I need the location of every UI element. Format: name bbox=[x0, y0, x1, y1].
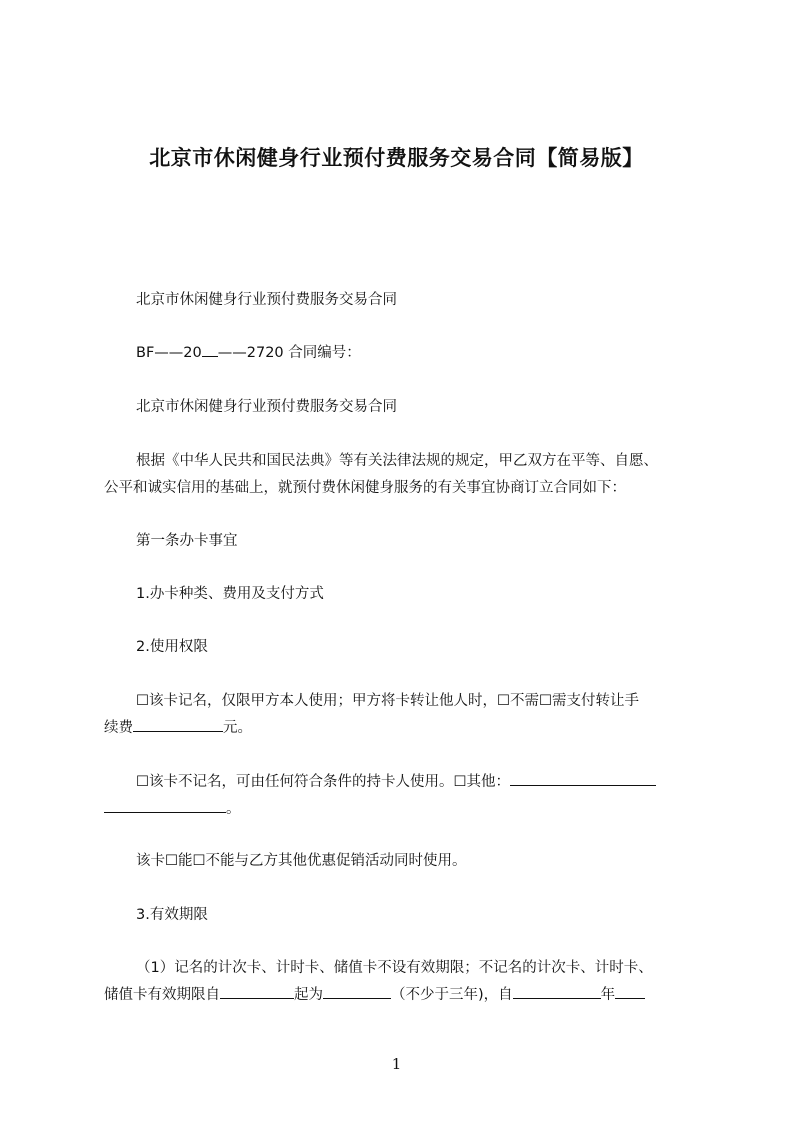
validity-paragraph bbox=[104, 955, 704, 1009]
transfer-fee-blank bbox=[133, 715, 223, 732]
intro-paragraph bbox=[104, 448, 704, 502]
validity-line-2a: 储值卡有效期限自 bbox=[104, 987, 220, 1003]
contract-number-blank bbox=[202, 340, 218, 357]
document-title: 北京市休闲健身行业预付费服务交易合同【简易版】 bbox=[149, 146, 644, 170]
intro-line-1: 根据《中华人民共和国民法典》等有关法律法规的规定，甲乙双方在平等、自愿、 bbox=[136, 453, 658, 469]
validity-year-blank bbox=[513, 982, 601, 999]
validity-line-1: （1）记名的计次卡、计时卡、储值卡不设有效期限；不记名的计次卡、计时卡、 bbox=[136, 960, 653, 976]
subtitle-2-text: 北京市休闲健身行业预付费服务交易合同 bbox=[136, 399, 397, 415]
intro-line-2: 公平和诚实信用的基础上，就预付费休闲健身服务的有关事宜协商订立合同如下： bbox=[104, 480, 626, 496]
item-1 bbox=[104, 581, 704, 608]
subtitle-1-text: 北京市休闲健身行业预付费服务交易合同 bbox=[136, 292, 397, 308]
validity-line-2c: （不少于三年)，自 bbox=[391, 987, 513, 1003]
validity-duration-blank bbox=[323, 982, 391, 999]
unnamed-card-end: 。 bbox=[226, 801, 241, 817]
unnamed-card-paragraph bbox=[104, 769, 704, 823]
promo-text: 该卡☐能☐不能与乙方其他优惠促销活动同时使用。 bbox=[136, 853, 467, 869]
named-card-paragraph bbox=[104, 688, 704, 742]
item-1-text: 1.办卡种类、费用及支付方式 bbox=[136, 586, 324, 602]
named-card-fee-label: 续费 bbox=[104, 720, 133, 736]
contract-number-line bbox=[104, 340, 704, 367]
contract-number-suffix: ——2720 合同编号： bbox=[217, 345, 361, 361]
subtitle-1 bbox=[104, 287, 704, 314]
validity-month-blank bbox=[615, 982, 645, 999]
validity-line-2b: 起为 bbox=[294, 987, 323, 1003]
subtitle-2 bbox=[104, 394, 704, 421]
unnamed-card-line-1: ☐该卡不记名，可由任何符合条件的持卡人使用。☐其他： bbox=[136, 774, 510, 790]
named-card-line-1: ☐该卡记名，仅限甲方本人使用；甲方将卡转让他人时，☐不需☐需支付转让手 bbox=[136, 693, 639, 709]
named-card-fee-unit: 元。 bbox=[223, 720, 252, 736]
page-number: 1 bbox=[391, 1055, 402, 1073]
item-3-text: 3.有效期限 bbox=[136, 907, 208, 923]
article-1-title: 第一条办卡事宜 bbox=[136, 533, 238, 549]
item-2 bbox=[104, 634, 704, 661]
article-1-heading bbox=[104, 528, 704, 555]
promo-paragraph bbox=[104, 848, 704, 875]
item-2-text: 2.使用权限 bbox=[136, 639, 208, 655]
validity-start-blank bbox=[220, 982, 294, 999]
item-3 bbox=[104, 902, 704, 929]
contract-number-prefix: BF——20 bbox=[136, 345, 202, 361]
other-blank-1 bbox=[510, 769, 656, 786]
other-blank-2 bbox=[104, 796, 226, 813]
validity-line-2d: 年 bbox=[600, 987, 616, 1003]
